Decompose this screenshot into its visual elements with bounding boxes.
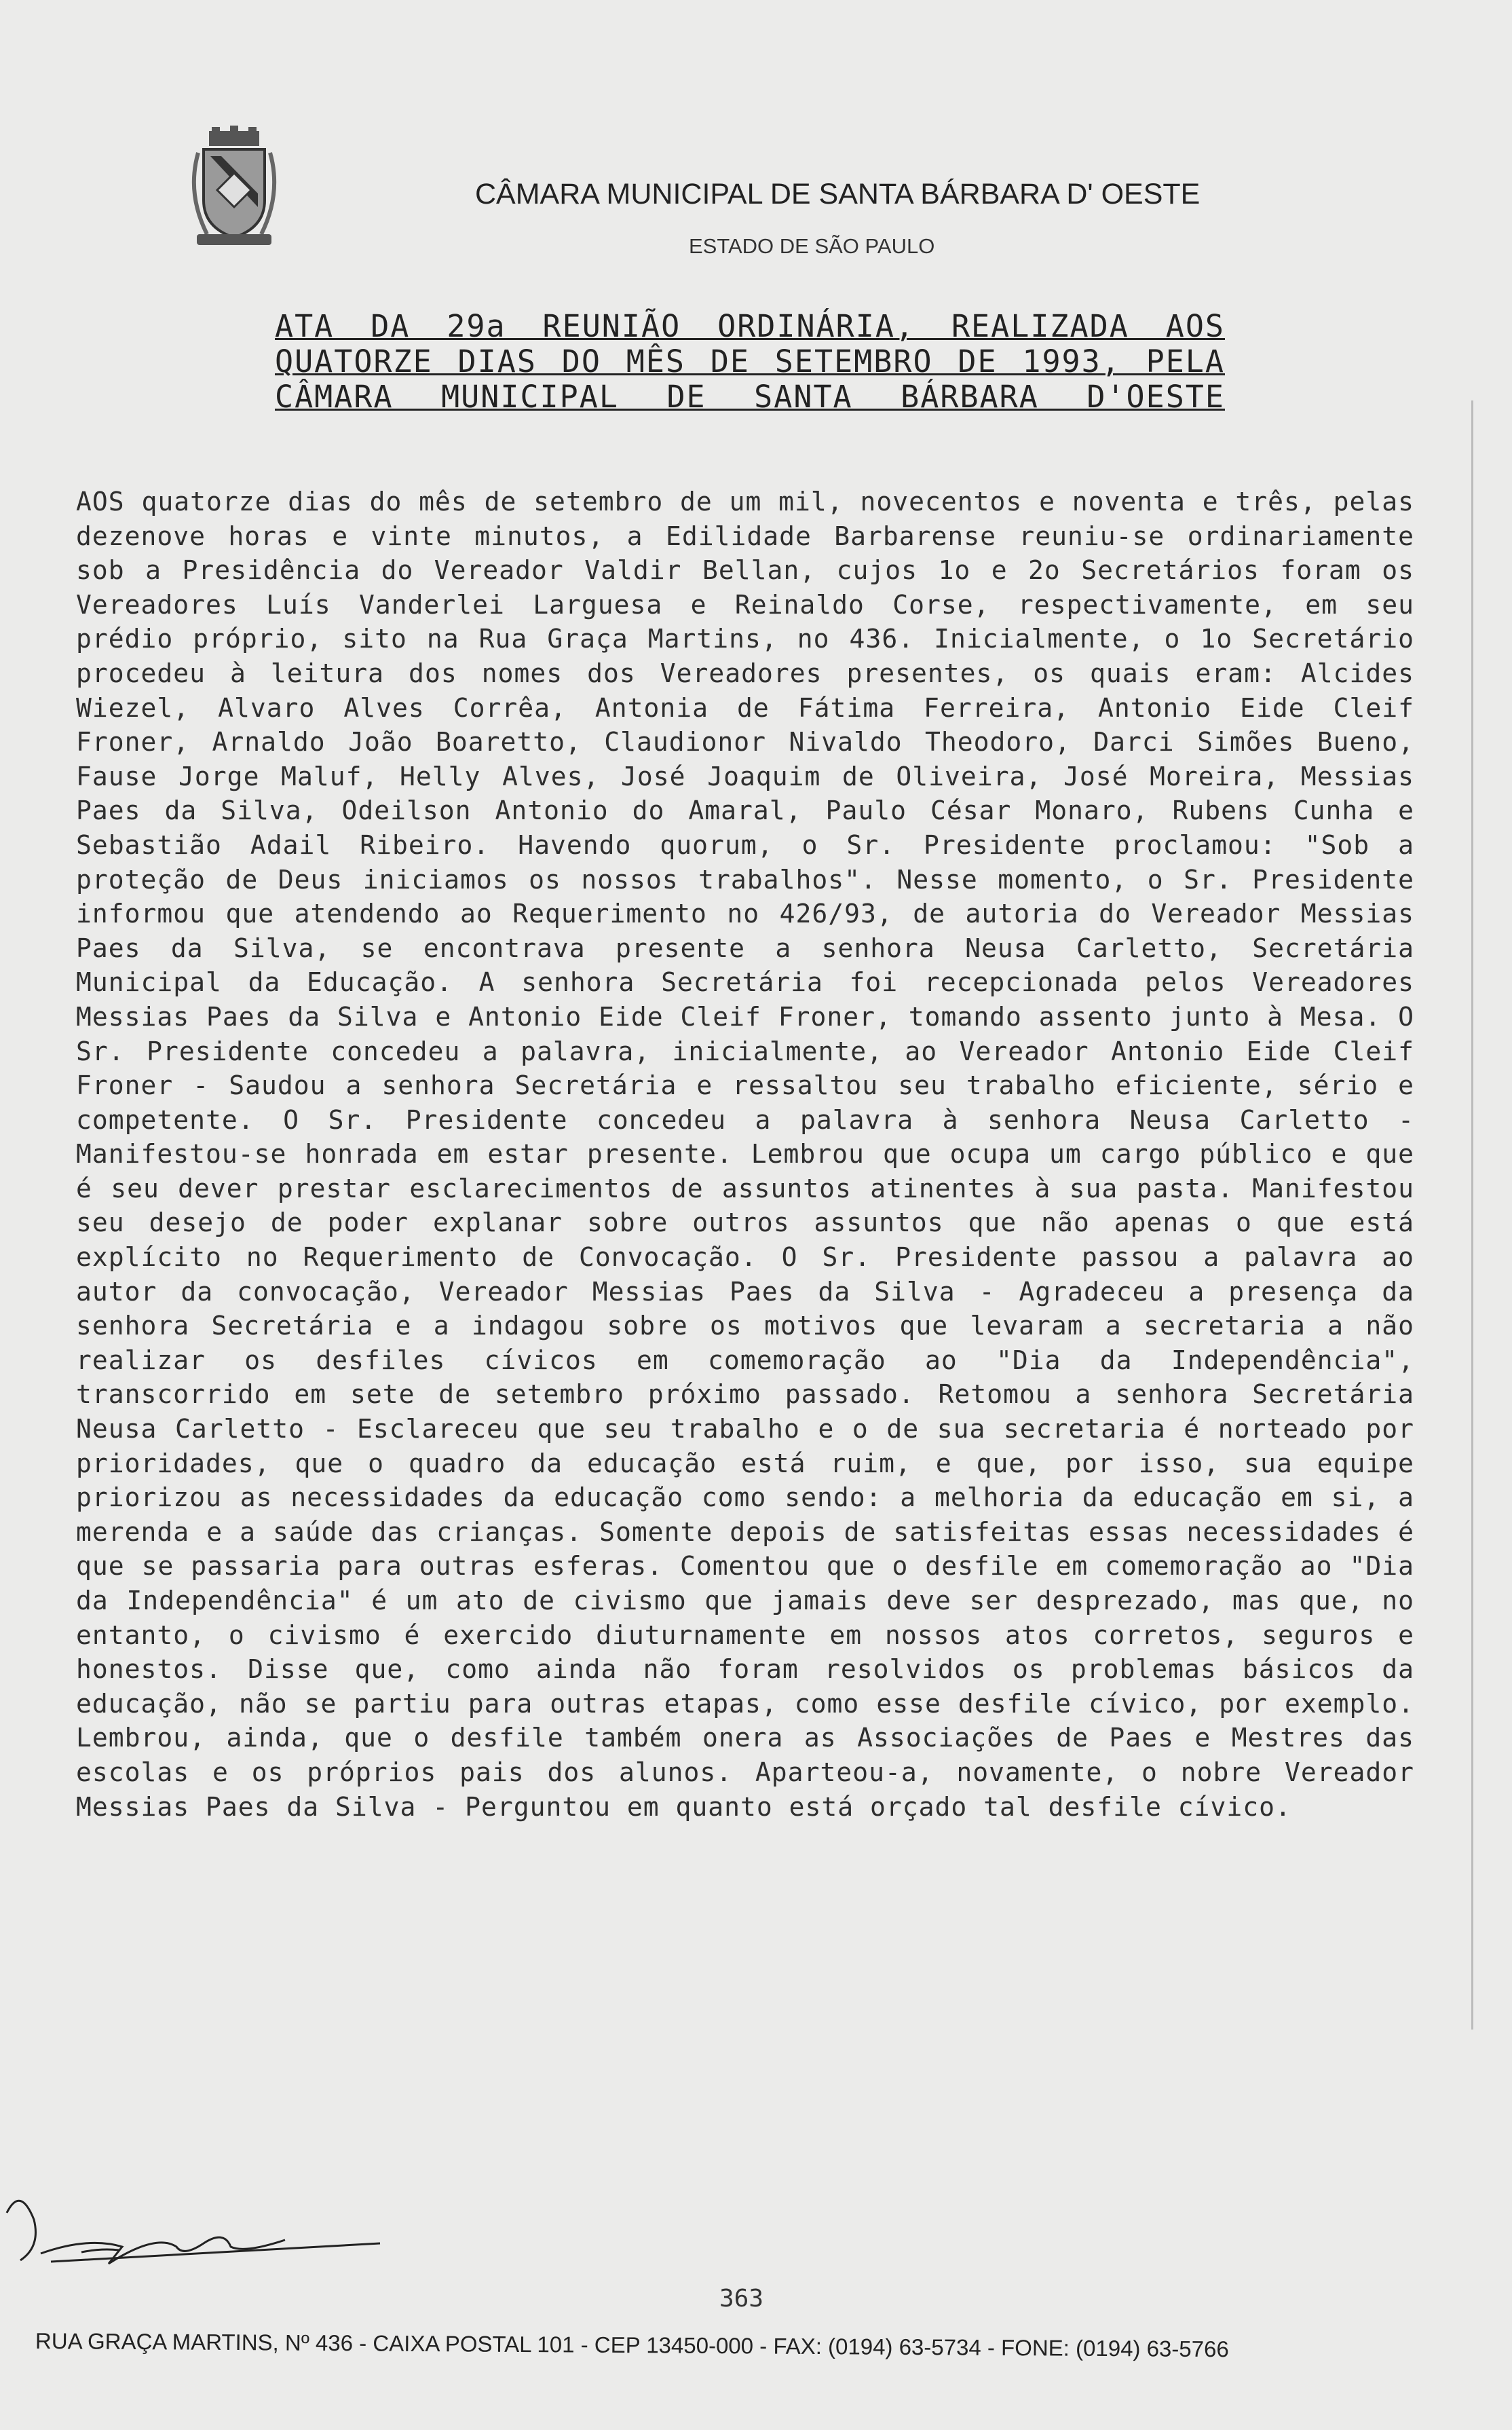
document-title (275, 309, 1225, 415)
state-name: ESTADO DE SÃO PAULO (689, 234, 935, 258)
title-line: CÂMARA MUNICIPAL DE SANTA BÁRBARA D'OESTE (275, 379, 1225, 415)
minutes-text: AOS quatorze dias do mês de setembro de um mil, novecentos e noventa e três, pelas dezenove horas e vinte minutos, a Edilidade Barbarense reuniu-se ordinariamente sob a Presidência do Vereador Valdir Bellan, cujos 1o e 2o Secretários foram os Vereadores Luís Vanderlei Larguesa e Reinaldo Corse, respectivamente, em seu prédio próprio, sito na Rua Graça Martins, no 436. Inicialmente, o 1o Secretário procedeu à leitura dos nomes dos Vereadores presentes, os quais eram: Alcides Wiezel, Alvaro Alves Corrêa, Antonia de Fátima Ferreira, Antonio Eide Cleif Froner, Arnaldo João Boaretto, Claudionor Nivaldo Theodoro, Darci Simões Bueno, Fause Jorge Maluf, Helly Alves, José Joaquim de Oliveira, José Moreira, Messias Paes da Silva, Odeilson Antonio do Amaral, Paulo César Monaro, Rubens Cunha e Sebastião Adail Ribeiro. Havendo quorum, o Sr. Presidente proclamou: "Sob a proteção de Deus iniciamos os nossos trabalhos". Nesse momento, o Sr. Presidente informou que atendendo ao Requerimento no 426/93, de autoria do Vereador Messias Paes da Silva, se encontrava presente a senhora Neusa Carletto, Secretária Municipal da Educação. A senhora Secretária foi recepcionada pelos Vereadores Messias Paes da Silva e Antonio Eide Cleif Froner, tomando assento junto à Mesa. O Sr. Presidente concedeu a palavra, inicialmente, ao Vereador Antonio Eide Cleif Froner - Saudou a senhora Secretária e ressaltou seu trabalho eficiente, sério e competente. O Sr. Presidente concedeu a palavra à senhora Neusa Carletto - Manifestou-se honrada em estar presente. Lembrou que ocupa um cargo público e que é seu dever prestar esclarecimentos de assuntos atinentes à sua pasta. Manifestou seu desejo de poder explanar sobre outros assuntos que não apenas o que está explícito no Requerimento de Convocação. O Sr. Presidente passou a palavra ao autor da convocação, Vereador Messias Paes da Silva - Agradeceu a presença da senhora Secretária e a indagou sobre os motivos que levaram a secretaria a não realizar os desfiles cívicos em comemoração ao "Dia da Independência", transcorrido em sete de setembro próximo passado. Retomou a senhora Secretária Neusa Carletto - Esclareceu que seu trabalho e o de sua secretaria é norteado por prioridades, que o quadro da educação está ruim, e que, por isso, sua equipe priorizou as necessidades da educação como sendo: a melhoria da educação em si, a merenda e a saúde das crianças. Somente depois de satisfeitas essas necessidades é que se passaria para outras esferas. Comentou que o desfile em comemoração ao "Dia da Independência" é um ato de civismo que jamais deve ser desprezado, mas que, no entanto, o civismo é exercido diuturnamente em nossos atos corretos, seguros e honestos. Disse que, como ainda não foram resolvidos os problemas básicos da educação, não se partiu para outras etapas, como esse desfile cívico, por exemplo. Lembrou, ainda, que o desfile também onera as Associações de Paes e Mestres das escolas e os próprios pais dos alunos. Aparteou-a, novamente, o nobre Vereador Messias Paes da Silva - Perguntou em quanto está orçado tal desfile cívico. (76, 487, 1414, 1822)
footer-address: RUA GRAÇA MARTINS, Nº 436 - CAIXA POSTAL 101 - CEP 13450-000 - FAX: (0194) 63-5734 - FONE: (0194) 63-5766 (35, 2328, 1229, 2362)
page-number: 363 (719, 2285, 764, 2313)
institution-name: CÂMARA MUNICIPAL DE SANTA BÁRBARA D' OESTE (475, 178, 1201, 210)
title-line: QUATORZE DIAS DO MÊS DE SETEMBRO DE 1993, PELA (275, 343, 1225, 379)
handwritten-signature (0, 2172, 421, 2294)
municipal-coat-of-arms (183, 126, 285, 255)
margin-rule (1471, 400, 1473, 2030)
title-line: ATA DA 29a REUNIÃO ORDINÁRIA, REALIZADA AOS (275, 308, 1225, 344)
minutes-body (76, 485, 1414, 1824)
